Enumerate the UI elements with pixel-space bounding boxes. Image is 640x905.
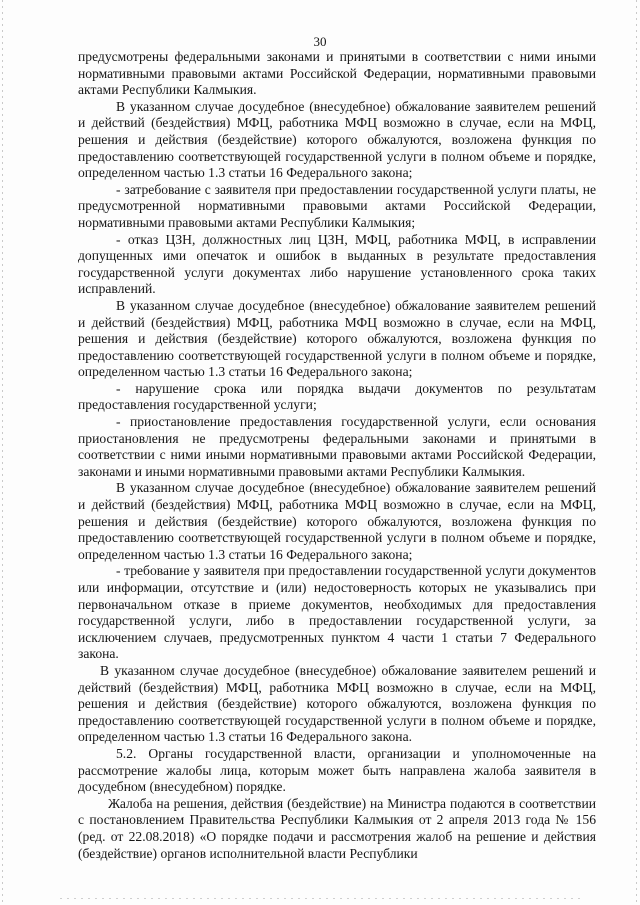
paragraph-11: 5.2. Органы государственной власти, организации и уполномоченные на рассмотрение жалобы лица, которым может быть направлена жалоба заявителя в досудебном (внесудебном) порядке. (78, 745, 596, 795)
paragraph-8: В указанном случае досудебное (внесудебное) обжалование заявителем решений и действий (бездействия) МФЦ, работника МФЦ возможно в случае, если на МФЦ, решения и действия (бездействие) которого обжалуются, возложена функция по предоставлению соответствующей государственной услуги в полном объеме и порядке, определенном частью 1.3 статьи 16 Федерального закона; (78, 480, 596, 562)
document-body (78, 49, 596, 862)
paragraph-4: - отказ ЦЗН, должностных лиц ЦЗН, МФЦ, работника МФЦ, в исправлении допущенных ими опечаток и ошибок в выданных в результате предоставления государственной услуги документах либо нарушение установленного срока таких исправлений. (78, 231, 596, 297)
scan-edge-bottom (60, 898, 580, 899)
scan-edge-right (636, 0, 637, 905)
paragraph-5: В указанном случае досудебное (внесудебное) обжалование заявителем решений и действий (бездействия) МФЦ, работника МФЦ возможно в случае, если на МФЦ, решения и действия (бездействие) которого обжалуются, возложена функция по предоставлению соответствующей государственной услуги в полном объеме и порядке, определенном частью 1.3 статьи 16 Федерального закона; (78, 297, 596, 380)
paragraph-7: - приостановление предоставления государственной услуги, если основания приостановления не предусмотрены федеральными законами и принятыми в соответствии с ними иными нормативными правовыми актами Российской Федерации, законами и иными нормативными правовыми актами Республики Калмыкия. (78, 414, 596, 479)
paragraph-10: В указанном случае досудебное (внесудебное) обжалование заявителем решений и действий (бездействия) МФЦ, работника МФЦ возможно в случае, если на МФЦ, решения и действия (бездействие) которого обжалуются, возложена функция по предоставлению соответствующей государственной услуги в полном объеме и порядке, определенном частью 1.3 статьи 16 Федерального закона. (78, 662, 596, 745)
paragraph-2: В указанном случае досудебное (внесудебное) обжалование заявителем решений и действий (бездействия) МФЦ, работника МФЦ возможно в случае, если на МФЦ, решения и действия (бездействие) которого обжалуются, возложена функция по предоставлению соответствующей государственной услуги в полном объеме и порядке, определенном частью 1.3 статьи 16 Федерального закона; (78, 98, 596, 181)
paragraph-6: - нарушение срока или порядка выдачи документов по результатам предоставления государственной услуги; (78, 380, 596, 413)
paragraph-12: Жалоба на решения, действия (бездействие) на Министра подаются в соответствии с постановлением Правительства Республики Калмыкия от 2 апреля 2013 года № 156 (ред. от 22.08.2018) «О порядке подачи и рассмотрения жалоб на решение и действия (бездействие) органов исполнительной власти Республики (78, 795, 596, 861)
paragraph-1: предусмотрены федеральными законами и принятыми в соответствии с ними иными нормативными правовыми актами Российской Федерации, нормативными правовыми актами Республики Калмыкия. (78, 49, 596, 98)
paragraph-9: - требование у заявителя при предоставлении государственной услуги документов или информации, отсутствие и (или) недостоверность которых не указывались при первоначальном отказе в приеме документов, необходимых для предоставления государственной услуги, либо в предоставлении государственной услуги, за исключением случаев, предусмотренных пунктом 4 части 1 статьи 7 Федерального закона. (78, 563, 596, 662)
paragraph-3: - затребование с заявителя при предоставлении государственной услуги платы, не предусмотренной нормативными правовыми актами Российской Федерации, нормативными правовыми актами Республики Калмыкия; (78, 181, 596, 230)
scan-edge-left (2, 0, 3, 905)
page-number: 30 (313, 34, 327, 49)
